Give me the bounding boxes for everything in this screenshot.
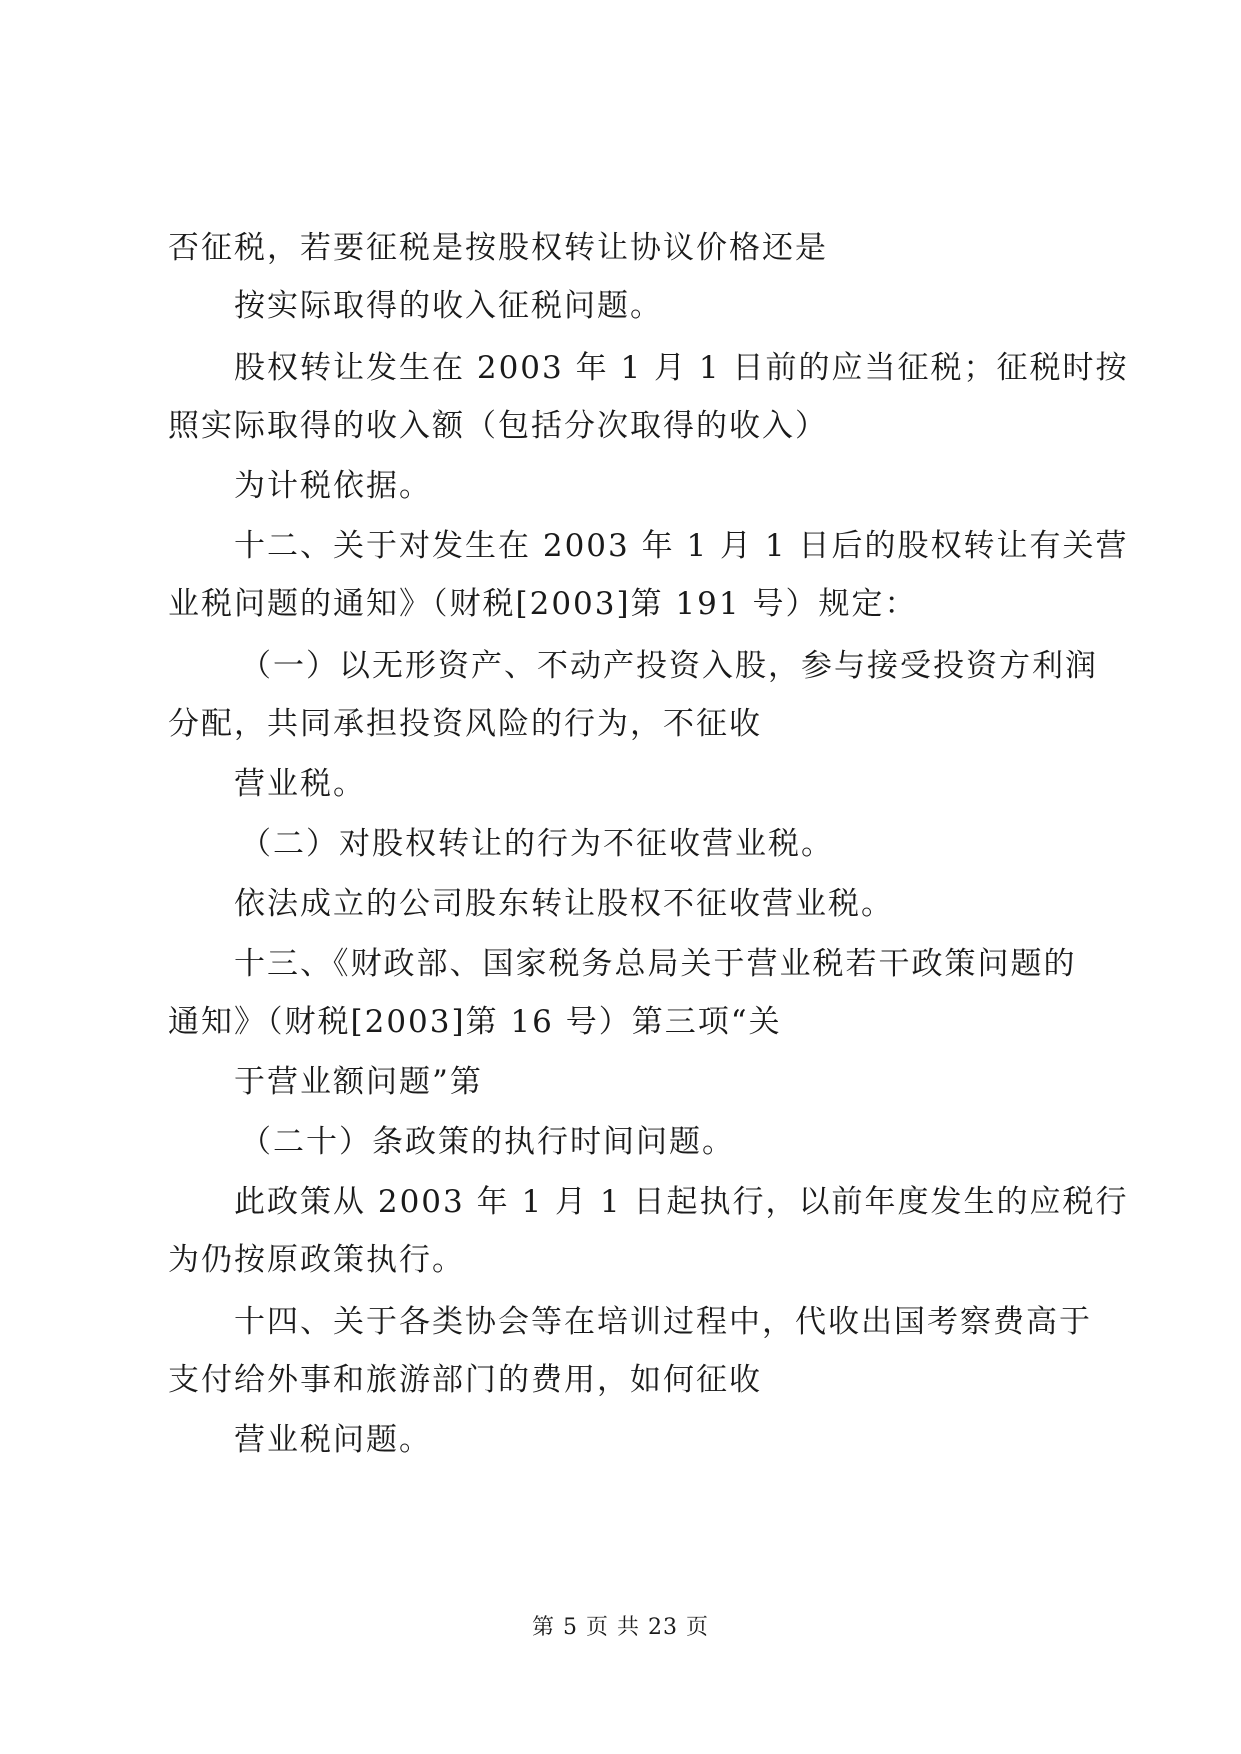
text-line: 十四、关于各类协会等在培训过程中，代收出国考察费高于 [234, 1304, 1092, 1340]
text-line: 通知》（财税[2003]第 16 号）第三项“关 [168, 1004, 782, 1040]
text-line: （二）对股权转让的行为不征收营业税。 [240, 826, 834, 862]
text-line: 营业税问题。 [234, 1422, 432, 1458]
text-line: （一）以无形资产、不动产投资入股，参与接受投资方利润 [240, 648, 1098, 684]
text-line: 营业税。 [234, 766, 366, 802]
text-line: 为仍按原政策执行。 [168, 1242, 465, 1278]
text-line: 十三、《财政部、国家税务总局关于营业税若干政策问题的 [234, 946, 1077, 982]
text-line: 于营业额问题”第 [234, 1064, 483, 1100]
text-line: 此政策从 2003 年 1 月 1 日起执行，以前年度发生的应税行 [234, 1184, 1129, 1220]
page-number-footer: 第 5 页 共 23 页 [532, 1615, 709, 1640]
text-line: 支付给外事和旅游部门的费用，如何征收 [168, 1362, 762, 1398]
text-line: 按实际取得的收入征税问题。 [234, 288, 663, 324]
text-line: 否征税，若要征税是按股权转让协议价格还是 [168, 230, 828, 266]
text-line: 为计税依据。 [234, 468, 432, 504]
text-line: 照实际取得的收入额（包括分次取得的收入） [168, 408, 828, 444]
text-line: 业税问题的通知》（财税[2003]第 191 号）规定： [168, 586, 918, 622]
text-line: 十二、关于对发生在 2003 年 1 月 1 日后的股权转让有关营 [234, 528, 1129, 564]
text-line: 依法成立的公司股东转让股权不征收营业税。 [234, 886, 894, 922]
text-line: （二十）条政策的执行时间问题。 [240, 1124, 735, 1160]
text-line: 股权转让发生在 2003 年 1 月 1 日前的应当征税；征税时按 [234, 350, 1129, 386]
text-line: 分配，共同承担投资风险的行为，不征收 [168, 706, 762, 742]
